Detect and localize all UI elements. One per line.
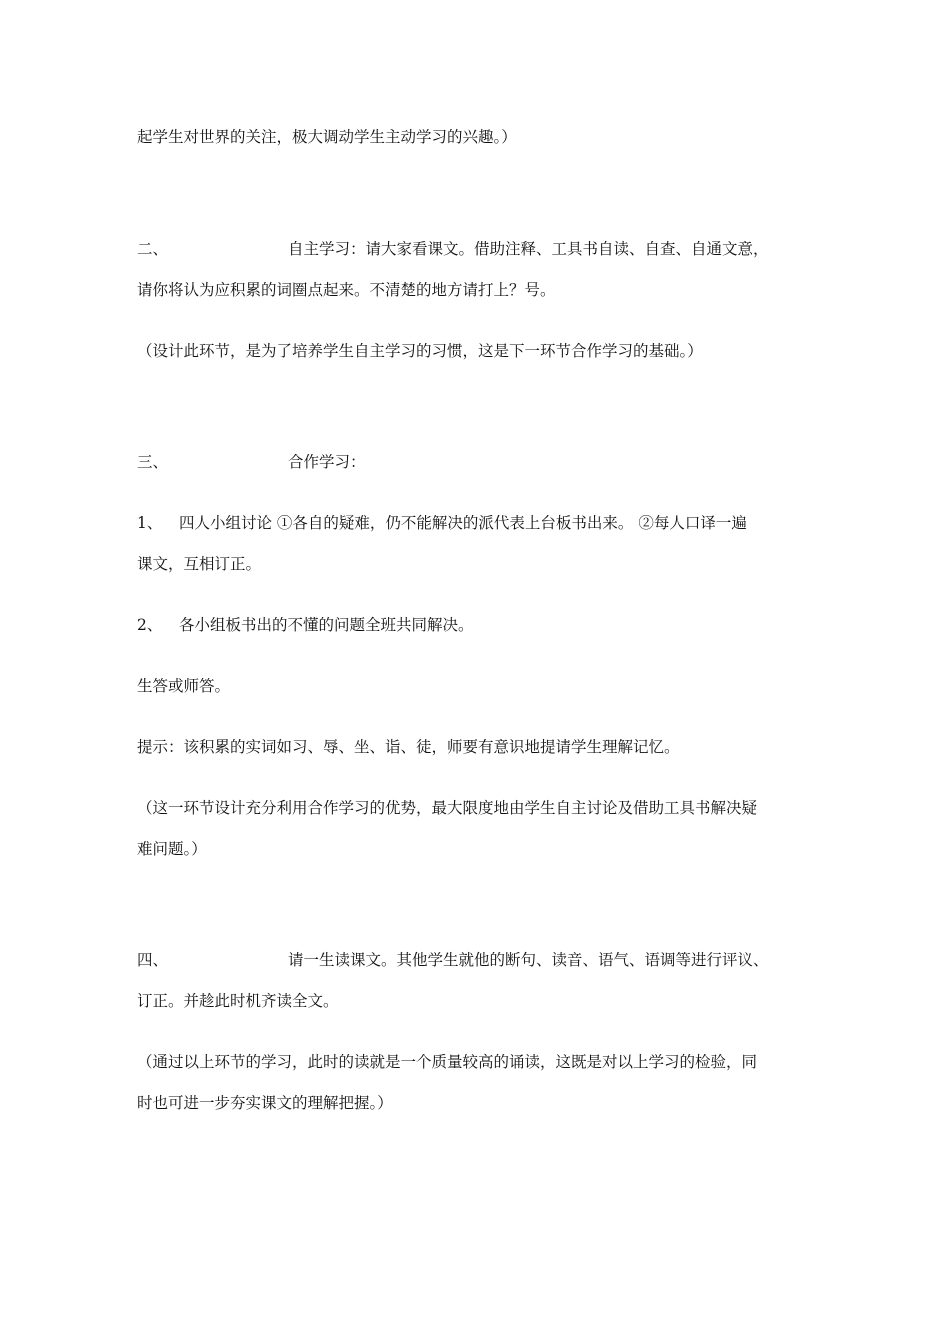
section-number-3: 三、 [137, 453, 169, 471]
section-number-4: 四、 [137, 951, 169, 969]
design-note: （通过以上环节的学习，此时的读就是一个质量较高的诵读，这既是对以上学习的检验，同 [137, 1053, 758, 1071]
paragraph-line: 各小组板书出的不懂的问题全班共同解决。 [179, 616, 474, 634]
paragraph-line: 生答或师答。 [137, 677, 231, 695]
design-note: （设计此环节，是为了培养学生自主学习的习惯，这是下一环节合作学习的基础。） [137, 342, 703, 360]
paragraph-line: 订正。并趁此时机齐读全文。 [137, 992, 339, 1010]
item-number-2: 2、 [137, 616, 163, 634]
design-note: 时也可进一步夯实课文的理解把握。） [137, 1094, 393, 1112]
paragraph-line: 请一生读课文。其他学生就他的断句、读音、语气、语调等进行评议、 [288, 951, 769, 969]
section-number-2: 二、 [137, 240, 169, 258]
design-note: （这一环节设计充分利用合作学习的优势，最大限度地由学生自主讨论及借助工具书解决疑 [137, 799, 758, 817]
paragraph-line: 四人小组讨论 ①各自的疑难，仍不能解决的派代表上台板书出来。 ②每人口译一遍 [179, 514, 747, 532]
design-note: 难问题。） [137, 840, 207, 858]
paragraph-line: 起学生对世界的关注，极大调动学生主动学习的兴趣。） [137, 128, 517, 146]
paragraph-line: 课文，互相订正。 [137, 555, 262, 573]
tip-line: 提示：该积累的实词如习、辱、坐、诣、徒，师要有意识地提请学生理解记忆。 [137, 738, 680, 756]
paragraph-line: 自主学习：请大家看课文。借助注释、工具书自读、自查、自通文意， [288, 240, 769, 258]
paragraph-line: 请你将认为应积累的词圈点起来。不清楚的地方请打上？号。 [137, 281, 556, 299]
section-heading: 合作学习： [288, 453, 366, 471]
item-number-1: 1、 [137, 514, 163, 532]
